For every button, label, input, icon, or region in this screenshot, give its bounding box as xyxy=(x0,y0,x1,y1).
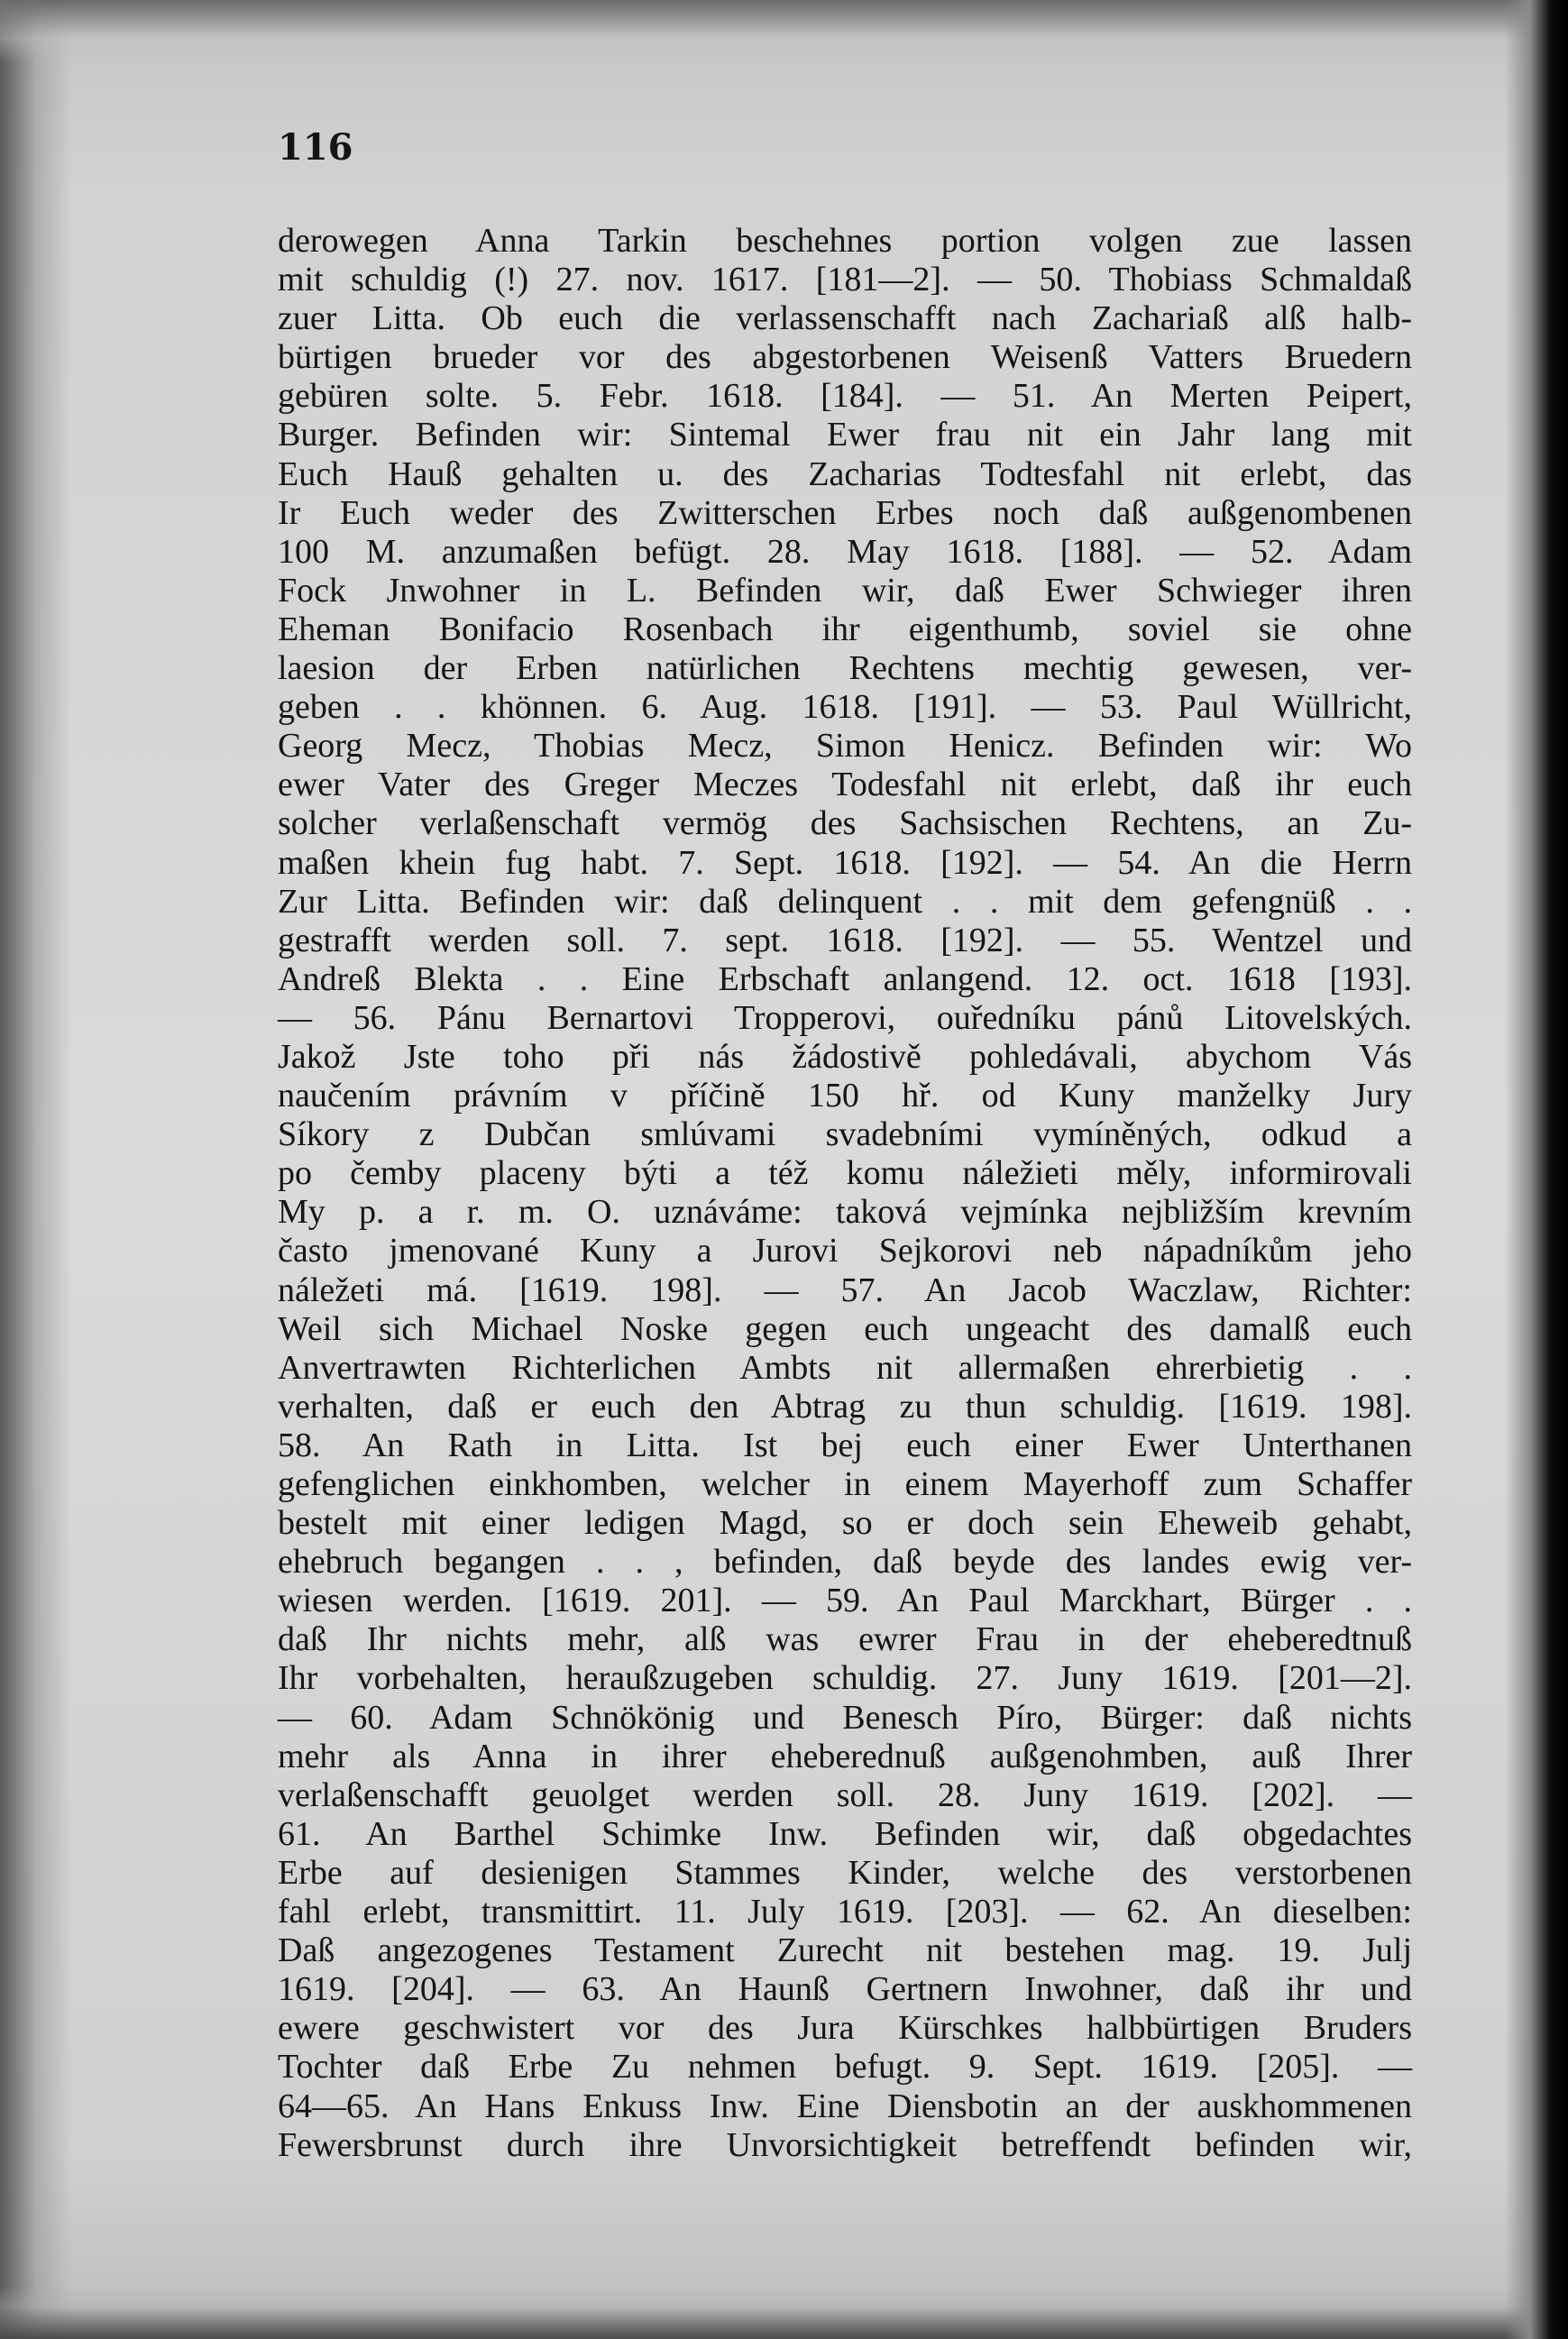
text-line: náležeti má. [1619. 198]. — 57. An Jacob Waczlaw, Richter: xyxy=(278,1270,1412,1309)
text-line: solcher verlaßenschaft vermög des Sachsischen Rechtens, an Zu- xyxy=(278,804,1412,843)
page-edge-shadow-left xyxy=(0,0,72,2339)
text-line: verlaßenschafft geuolget werden soll. 28. Juny 1619. [202]. — xyxy=(278,1775,1412,1814)
text-line: verhalten, daß er euch den Abtrag zu thun schuldig. [1619. 198]. xyxy=(278,1387,1412,1426)
text-line: gestrafft werden soll. 7. sept. 1618. [192]. — 55. Wentzel und xyxy=(278,921,1412,959)
text-line: Ihr vorbehalten, heraußzugeben schuldig. 27. Juny 1619. [201—2]. xyxy=(278,1659,1412,1698)
text-line: 58. An Rath in Litta. Ist bej euch einer Ewer Unterthanen xyxy=(278,1426,1412,1464)
text-line: Erbe auf desienigen Stammes Kinder, welche des verstorbenen xyxy=(278,1853,1412,1892)
text-line: 64—65. An Hans Enkuss Inw. Eine Diensbotin an der auskhommenen xyxy=(278,2087,1412,2125)
text-line: My p. a r. m. O. uznáváme: taková vejmínka nejbližším krevním xyxy=(278,1193,1412,1232)
text-line: ewer Vater des Greger Meczes Todesfahl nit erlebt, daß ihr euch xyxy=(278,766,1412,804)
text-line: Fock Jnwohner in L. Befinden wir, daß Ewer Schwieger ihren xyxy=(278,571,1412,610)
text-line: fahl erlebt, transmittirt. 11. July 1619. [203]. — 62. An dieselben: xyxy=(278,1893,1412,1931)
text-line: bürtigen brueder vor des abgestorbenen Weisenß Vatters Bruedern xyxy=(278,338,1412,377)
text-line: Zur Litta. Befinden wir: daß delinquent . . mit dem gefengnüß . . xyxy=(278,882,1412,921)
text-line: Euch Hauß gehalten u. des Zacharias Todtesfahl nit erlebt, das xyxy=(278,454,1412,493)
text-line: Anvertrawten Richterlichen Ambts nit allermaßen ehrerbietig . . xyxy=(278,1348,1412,1387)
text-line: bestelt mit einer ledigen Magd, so er doch sein Eheweib gehabt, xyxy=(278,1504,1412,1543)
text-line: 100 M. anzumaßen befügt. 28. May 1618. [188]. — 52. Adam xyxy=(278,532,1412,571)
text-line: ewere geschwistert vor des Jura Kürschkes halbbürtigen Bruders xyxy=(278,2009,1412,2048)
text-line: — 56. Pánu Bernartovi Tropperovi, ouředníku pánů Litovelských. xyxy=(278,998,1412,1037)
text-line: po čemby placeny býti a též komu náležieti měly, informirovali xyxy=(278,1154,1412,1193)
text-line: naučením právním v příčině 150 hř. od Kuny manželky Jury xyxy=(278,1077,1412,1115)
text-line: Burger. Befinden wir: Sintemal Ewer frau nit ein Jahr lang mit xyxy=(278,416,1412,454)
text-line: Ir Euch weder des Zwitterschen Erbes noch daß außgenombenen xyxy=(278,493,1412,532)
text-line: Georg Mecz, Thobias Mecz, Simon Henicz. Befinden wir: Wo xyxy=(278,727,1412,766)
text-line: gebüren solte. 5. Febr. 1618. [184]. — 51. An Merten Peipert, xyxy=(278,377,1412,416)
text-line: Fewersbrunst durch ihre Unvorsichtigkeit betreffendt befinden wir, xyxy=(278,2125,1412,2164)
text-line: 1619. [204]. — 63. An Haunß Gertnern Inwohner, daß ihr und xyxy=(278,1970,1412,2009)
text-line: často jmenované Kuny a Jurovi Sejkorovi neb nápadníkům jeho xyxy=(278,1232,1412,1270)
text-line: mehr als Anna in ihrer eheberednuß außgenohmben, auß Ihrer xyxy=(278,1737,1412,1775)
text-line: Jakož Jste toho při nás žádostivě pohledávali, abychom Vás xyxy=(278,1037,1412,1076)
binding-edge-right xyxy=(1505,0,1568,2339)
text-line: gefenglichen einkhomben, welcher in einem Mayerhoff zum Schaffer xyxy=(278,1465,1412,1503)
page-edge-shadow-bottom xyxy=(0,2285,1568,2339)
body-text xyxy=(278,222,1412,2165)
text-line: wiesen werden. [1619. 201]. — 59. An Paul Marckhart, Bürger . . xyxy=(278,1582,1412,1620)
text-line: geben . . khönnen. 6. Aug. 1618. [191]. — 53. Paul Wüllricht, xyxy=(278,688,1412,727)
text-line: Weil sich Michael Noske gegen euch ungeacht des damalß euch xyxy=(278,1309,1412,1348)
text-line: ehebruch begangen . . , befinden, daß beyde des landes ewig ver- xyxy=(278,1543,1412,1582)
text-line: — 60. Adam Schnökönig und Benesch Píro, Bürger: daß nichts xyxy=(278,1698,1412,1737)
page-number: 116 xyxy=(278,126,353,169)
text-line: daß Ihr nichts mehr, alß was ewrer Frau in der eheberedtnuß xyxy=(278,1620,1412,1659)
text-line: Síkory z Dubčan smlúvami svadebními vymíněných, odkud a xyxy=(278,1115,1412,1154)
text-line: mit schuldig (!) 27. nov. 1617. [181—2]. — 50. Thobiass Schmaldaß xyxy=(278,261,1412,299)
text-line: Eheman Bonifacio Rosenbach ihr eigenthumb, soviel sie ohne xyxy=(278,610,1412,648)
text-line: Daß angezogenes Testament Zurecht nit bestehen mag. 19. Julj xyxy=(278,1931,1412,1970)
text-line: maßen khein fug habt. 7. Sept. 1618. [192]. — 54. An die Herrn xyxy=(278,843,1412,882)
text-line: Tochter daß Erbe Zu nehmen befugt. 9. Sept. 1619. [205]. — xyxy=(278,2048,1412,2087)
text-line: derowegen Anna Tarkin beschehnes portion volgen zue lassen xyxy=(278,222,1412,260)
text-line: zuer Litta. Ob euch die verlassenschafft nach Zachariaß alß halb- xyxy=(278,299,1412,338)
text-line: 61. An Barthel Schimke Inw. Befinden wir, daß obgedachtes xyxy=(278,1814,1412,1853)
text-line: Andreß Blekta . . Eine Erbschaft anlangend. 12. oct. 1618 [193]. xyxy=(278,959,1412,998)
text-line: laesion der Erben natürlichen Rechtens mechtig gewesen, ver- xyxy=(278,649,1412,688)
page-edge-shadow-top xyxy=(0,0,1568,63)
